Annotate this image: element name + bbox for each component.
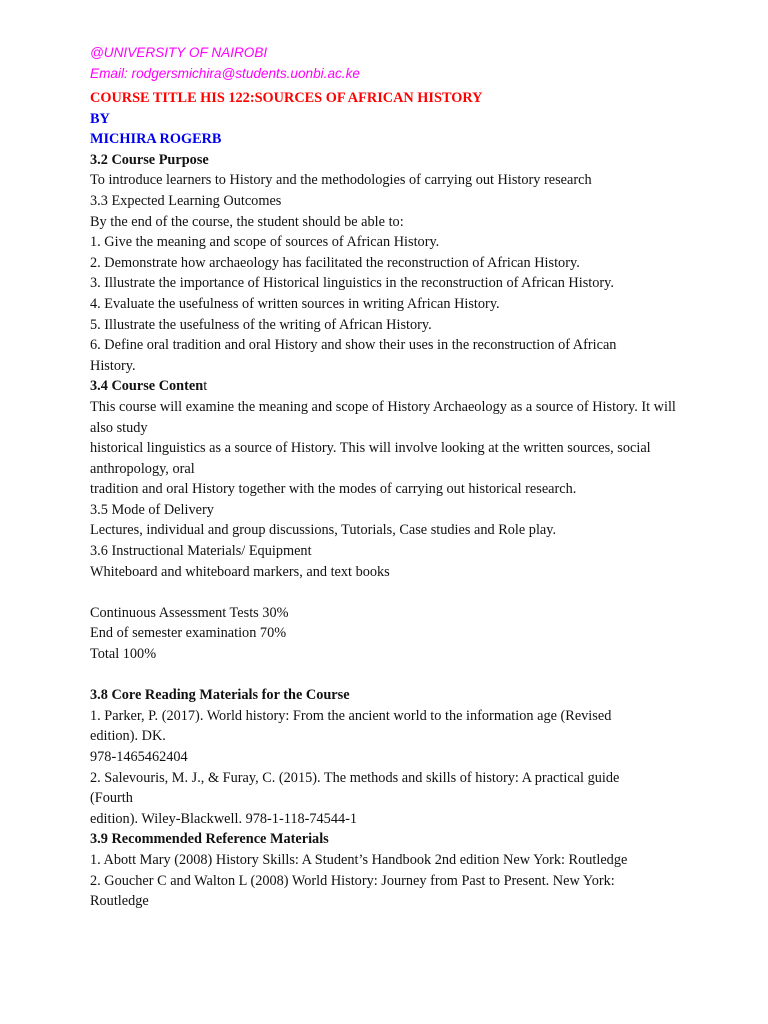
course-purpose-section (90, 150, 690, 191)
outcome-item: 2. Demonstrate how archaeology has facilitated the reconstruction of African History. (90, 254, 580, 271)
course-content-text: tradition and oral History together with the modes of carrying out historical research. (90, 481, 577, 498)
materials-section (90, 541, 690, 582)
core-reading-text: 2. Salevouris, M. J., & Furay, C. (2015). The methods and skills of history: A practical guide (Fourth (90, 769, 620, 807)
outcome-item: 5. Illustrate the usefulness of the writing of African History. (90, 316, 432, 333)
assessment-item: End of semester examination 70% (90, 625, 287, 642)
references-heading: 3.9 Recommended Reference Materials (90, 831, 329, 848)
assessment-section (90, 603, 690, 665)
core-reading-section (90, 685, 690, 829)
core-reading-text: 1. Parker, P. (2017). World history: From the ancient world to the information age (Revised edition). DK. (90, 707, 612, 745)
outcome-item: 1. Give the meaning and scope of sources of African History. (90, 234, 440, 251)
learning-outcomes-heading: 3.3 Expected Learning Outcomes (90, 192, 282, 209)
course-purpose-heading: 3.2 Course Purpose (90, 151, 209, 168)
course-content-heading (90, 376, 690, 397)
university-name: @UNIVERSITY OF NAIROBI (90, 45, 268, 60)
course-purpose-text: To introduce learners to History and the methodologies of carrying out History research (90, 172, 592, 189)
course-content-heading-main: 3.4 Course Conten (90, 378, 204, 395)
course-content-text: This course will examine the meaning and scope of History Archaeology as a source of History. It will also study (90, 398, 676, 436)
delivery-text: Lectures, individual and group discussions, Tutorials, Case studies and Role play. (90, 522, 557, 539)
core-reading-text: edition). Wiley-Blackwell. 978-1-118-74544-1 (90, 810, 358, 827)
delivery-section (90, 500, 690, 541)
course-content-heading-tail: t (203, 378, 208, 395)
assessment-item: Total 100% (90, 646, 157, 663)
learning-outcomes-intro: By the end of the course, the student should be able to: (90, 213, 404, 230)
author-email: Email: rodgersmichira@students.uonbi.ac.ke (90, 66, 360, 81)
outcome-item: 6. Define oral tradition and oral History and show their uses in the reconstruction of African History. (90, 337, 617, 374)
learning-outcomes-section (90, 191, 690, 376)
materials-text: Whiteboard and whiteboard markers, and text books (90, 563, 390, 580)
document-page (90, 42, 690, 912)
references-section (90, 829, 690, 911)
outcome-item: 4. Evaluate the usefulness of written sources in writing African History. (90, 295, 500, 312)
core-reading-text: 978-1465462404 (90, 749, 188, 765)
course-title: COURSE TITLE HIS 122:SOURCES OF AFRICAN HISTORY (90, 90, 483, 106)
course-content-section (90, 376, 690, 500)
author-name: MICHIRA ROGERB (90, 131, 222, 148)
reference-item: 1. Abott Mary (2008) History Skills: A Student’s Handbook 2nd edition New York: Routledge (90, 851, 628, 868)
core-reading-heading: 3.8 Core Reading Materials for the Course (90, 687, 350, 704)
title-block (90, 88, 690, 150)
materials-heading: 3.6 Instructional Materials/ Equipment (90, 543, 312, 560)
reference-item: 2. Goucher C and Walton L (2008) World History: Journey from Past to Present. New York: Routledge (90, 872, 615, 910)
outcome-item: 3. Illustrate the importance of Historical linguistics in the reconstruction of African History. (90, 275, 614, 292)
assessment-item: Continuous Assessment Tests 30% (90, 604, 289, 621)
by-label: BY (90, 110, 110, 127)
blank-line (90, 582, 690, 603)
header-block (90, 42, 690, 84)
blank-line (90, 665, 690, 686)
delivery-heading: 3.5 Mode of Delivery (90, 501, 214, 518)
course-content-text: historical linguistics as a source of History. This will involve looking at the written sources, social anthropology, oral (90, 440, 651, 477)
